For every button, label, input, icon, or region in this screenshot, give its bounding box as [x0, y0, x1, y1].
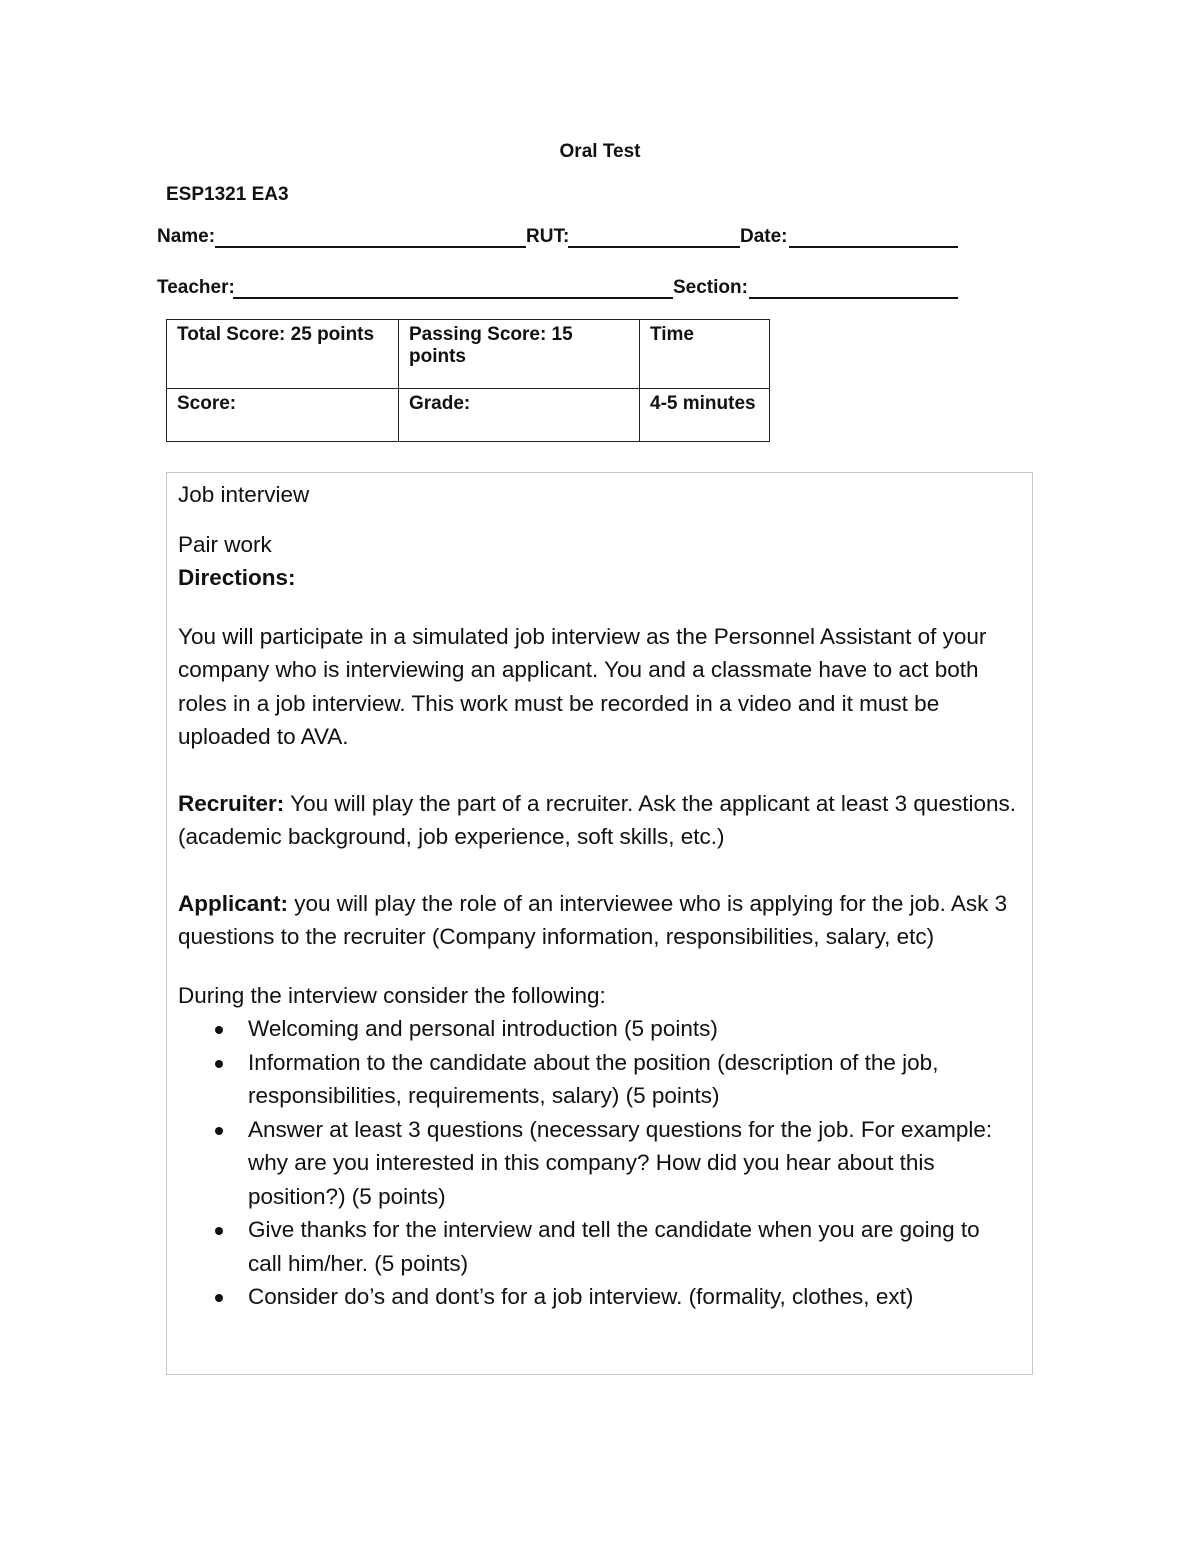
- directions-intro: You will participate in a simulated job interview as the Personnel Assistant of your company who is interviewing an applicant. You and a classmate have to act both roles in a job interview. This work must be recorded in a video and it must be uploaded to AVA.: [178, 623, 987, 749]
- applicant-label: Applicant:: [178, 890, 288, 916]
- teacher-label: Teacher:: [157, 277, 235, 298]
- criteria-list: [178, 1012, 1021, 1314]
- teacher-field[interactable]: [233, 297, 673, 299]
- bullet-icon: [215, 1127, 223, 1135]
- total-score-cell: Total Score: 25 points: [167, 320, 399, 389]
- criterion-text: Welcoming and personal introduction (5 points): [248, 1016, 718, 1041]
- table-row: [167, 320, 770, 389]
- recruiter-text: You will play the part of a recruiter. Ask the applicant at least 3 questions. (academic background, job experience, soft skills, etc.): [178, 790, 1016, 849]
- recruiter-instructions: [178, 787, 1021, 854]
- bullet-icon: [215, 1060, 223, 1068]
- list-item: [178, 1046, 1021, 1113]
- course-code: ESP1321 EA3: [166, 184, 289, 205]
- bullet-icon: [215, 1026, 223, 1034]
- time-value-cell: 4-5 minutes: [640, 389, 770, 442]
- task-mode: Pair work: [178, 531, 272, 557]
- criterion-text: Answer at least 3 questions (necessary questions for the job. For example: why are you interested in this company? How did you hear about this position?) (5 points): [248, 1116, 993, 1209]
- list-item: [178, 1113, 1021, 1214]
- date-field[interactable]: [789, 246, 958, 248]
- criterion-text: Information to the candidate about the position (description of the job, responsibilities, requirements, salary) (5 points): [248, 1049, 939, 1108]
- criterion-text: Consider do’s and dont’s for a job interview. (formality, clothes, ext): [248, 1284, 914, 1309]
- criterion-text: Give thanks for the interview and tell the candidate when you are going to call him/her. (5 points): [248, 1217, 980, 1276]
- rut-field[interactable]: [568, 246, 740, 248]
- rut-label: RUT:: [526, 226, 570, 247]
- name-label: Name:: [157, 226, 216, 247]
- table-row: [167, 389, 770, 442]
- name-field[interactable]: [215, 246, 526, 248]
- list-item: [178, 1213, 1021, 1280]
- applicant-instructions: [178, 887, 1021, 954]
- bullet-icon: [215, 1294, 223, 1302]
- bullet-icon: [215, 1227, 223, 1235]
- score-table: [166, 319, 770, 442]
- directions-heading: Directions:: [178, 565, 296, 590]
- page-title: Oral Test: [559, 141, 641, 162]
- task-box: [166, 472, 1033, 1375]
- passing-score-cell: Passing Score: 15 points: [399, 320, 640, 389]
- time-header-cell: Time: [640, 320, 770, 389]
- section-field[interactable]: [749, 297, 958, 299]
- task-title: Job interview: [178, 482, 310, 507]
- grade-cell: Grade:: [399, 389, 640, 442]
- section-label: Section:: [673, 277, 748, 298]
- score-cell: Score:: [167, 389, 399, 442]
- consider-intro: During the interview consider the following:: [178, 982, 606, 1008]
- list-item: [178, 1012, 1021, 1046]
- applicant-text: you will play the role of an interviewee who is applying for the job. Ask 3 questions to the recruiter (Company information, responsibilities, salary, etc): [178, 890, 1008, 949]
- recruiter-label: Recruiter:: [178, 790, 285, 816]
- list-item: [178, 1280, 1021, 1314]
- date-label: Date:: [740, 226, 788, 247]
